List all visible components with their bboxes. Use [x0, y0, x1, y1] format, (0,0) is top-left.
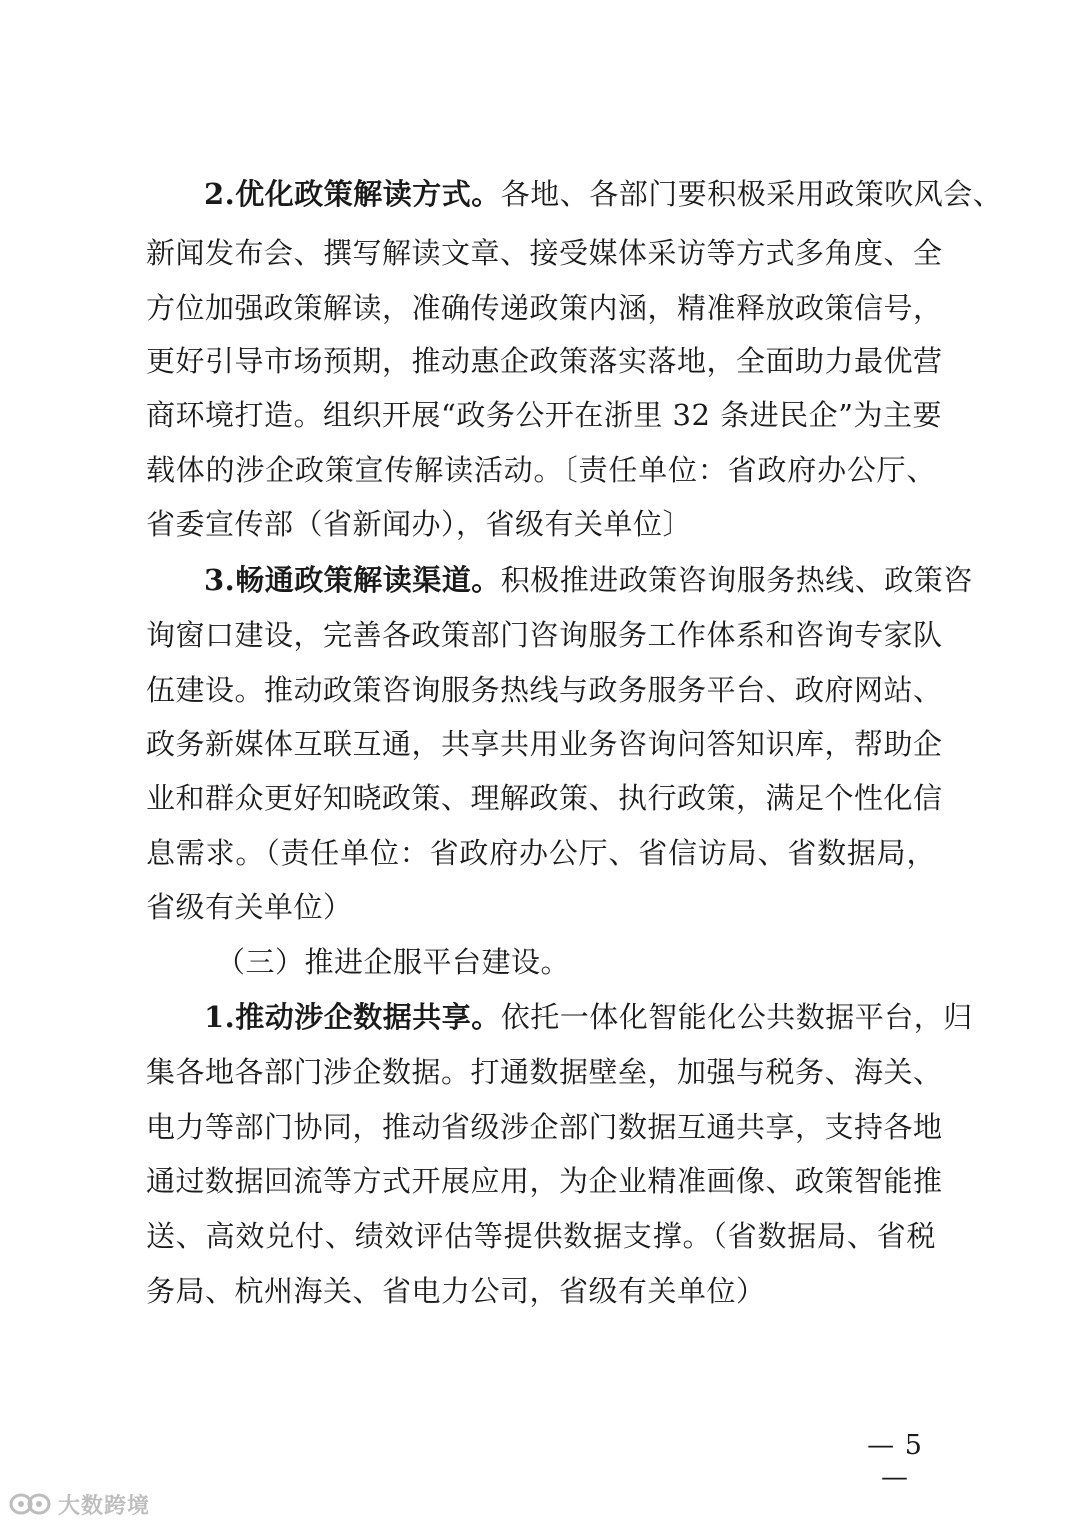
paragraph-3-line-1: [204, 999, 973, 1035]
paragraph-1-line-1: [204, 176, 1003, 212]
double-loop-logo-icon: [8, 1491, 54, 1517]
paragraph-2-line-3: 伍建设。推动政策咨询服务热线与政务服务平台、政府网站、: [146, 673, 943, 707]
paragraph-3-line-3: 电力等部门协同，推动省级涉企部门数据互通共享，支持各地: [146, 1110, 943, 1144]
paragraph-2-line-4: 政务新媒体互联互通，共享共用业务咨询问答知识库，帮助企: [146, 727, 943, 761]
paragraph-1-line-7: 省委宣传部（省新闻办），省级有关单位〕: [146, 507, 693, 541]
page-number: — 5 —: [867, 1430, 923, 1493]
paragraph-2-line-6: 息需求。（责任单位：省政府办公厅、省信访局、省数据局，: [146, 836, 936, 870]
paragraph-2-line-5: 业和群众更好知晓政策、理解政策、执行政策，满足个性化信: [146, 781, 943, 815]
paragraph-2-text: 积极推进政策咨询服务热线、政策咨: [500, 563, 973, 597]
paragraph-1-heading: 2.优化政策解读方式。: [204, 177, 501, 211]
paragraph-3-heading: 1.推动涉企数据共享。: [204, 1000, 501, 1034]
paragraph-2-line-1: [204, 562, 973, 598]
paragraph-3-text: 依托一体化智能化公共数据平台，归: [500, 1000, 973, 1034]
paragraph-1-line-2: 新闻发布会、撰写解读文章、接受媒体采访等方式多角度、全: [146, 236, 943, 270]
paragraph-1-line-5: 商环境打造。组织开展“政务公开在浙里 32 条进民企”为主要: [146, 398, 942, 432]
section-heading: （三）推进企服平台建设。: [216, 945, 571, 979]
paragraph-2-line-2: 询窗口建设，完善各政策部门咨询服务工作体系和咨询专家队: [146, 618, 943, 652]
paragraph-3-line-5: 送、高效兑付、绩效评估等提供数据支撑。（省数据局、省税: [146, 1219, 936, 1253]
paragraph-1-line-6: 载体的涉企政策宣传解读活动。〔责任单位：省政府办公厅、: [146, 453, 936, 487]
paragraph-2-heading: 3.畅通政策解读渠道。: [204, 563, 501, 597]
watermark-text: 大数跨境: [58, 1493, 151, 1519]
paragraph-3-line-6: 务局、杭州海关、省电力公司，省级有关单位）: [146, 1274, 766, 1308]
paragraph-1-line-4: 更好引导市场预期，推动惠企政策落实落地，全面助力最优营: [146, 344, 943, 378]
watermark: [8, 1489, 150, 1519]
paragraph-1-text: 各地、各部门要积极采用政策吹风会、: [500, 177, 1003, 211]
paragraph-3-line-2: 集各地各部门涉企数据。打通数据壁垒，加强与税务、海关、: [146, 1055, 943, 1089]
paragraph-3-line-4: 通过数据回流等方式开展应用，为企业精准画像、政策智能推: [146, 1164, 943, 1198]
paragraph-1-line-3: 方位加强政策解读，准确传递政策内涵，精准释放政策信号，: [146, 291, 943, 325]
paragraph-2-line-7: 省级有关单位）: [146, 890, 353, 924]
